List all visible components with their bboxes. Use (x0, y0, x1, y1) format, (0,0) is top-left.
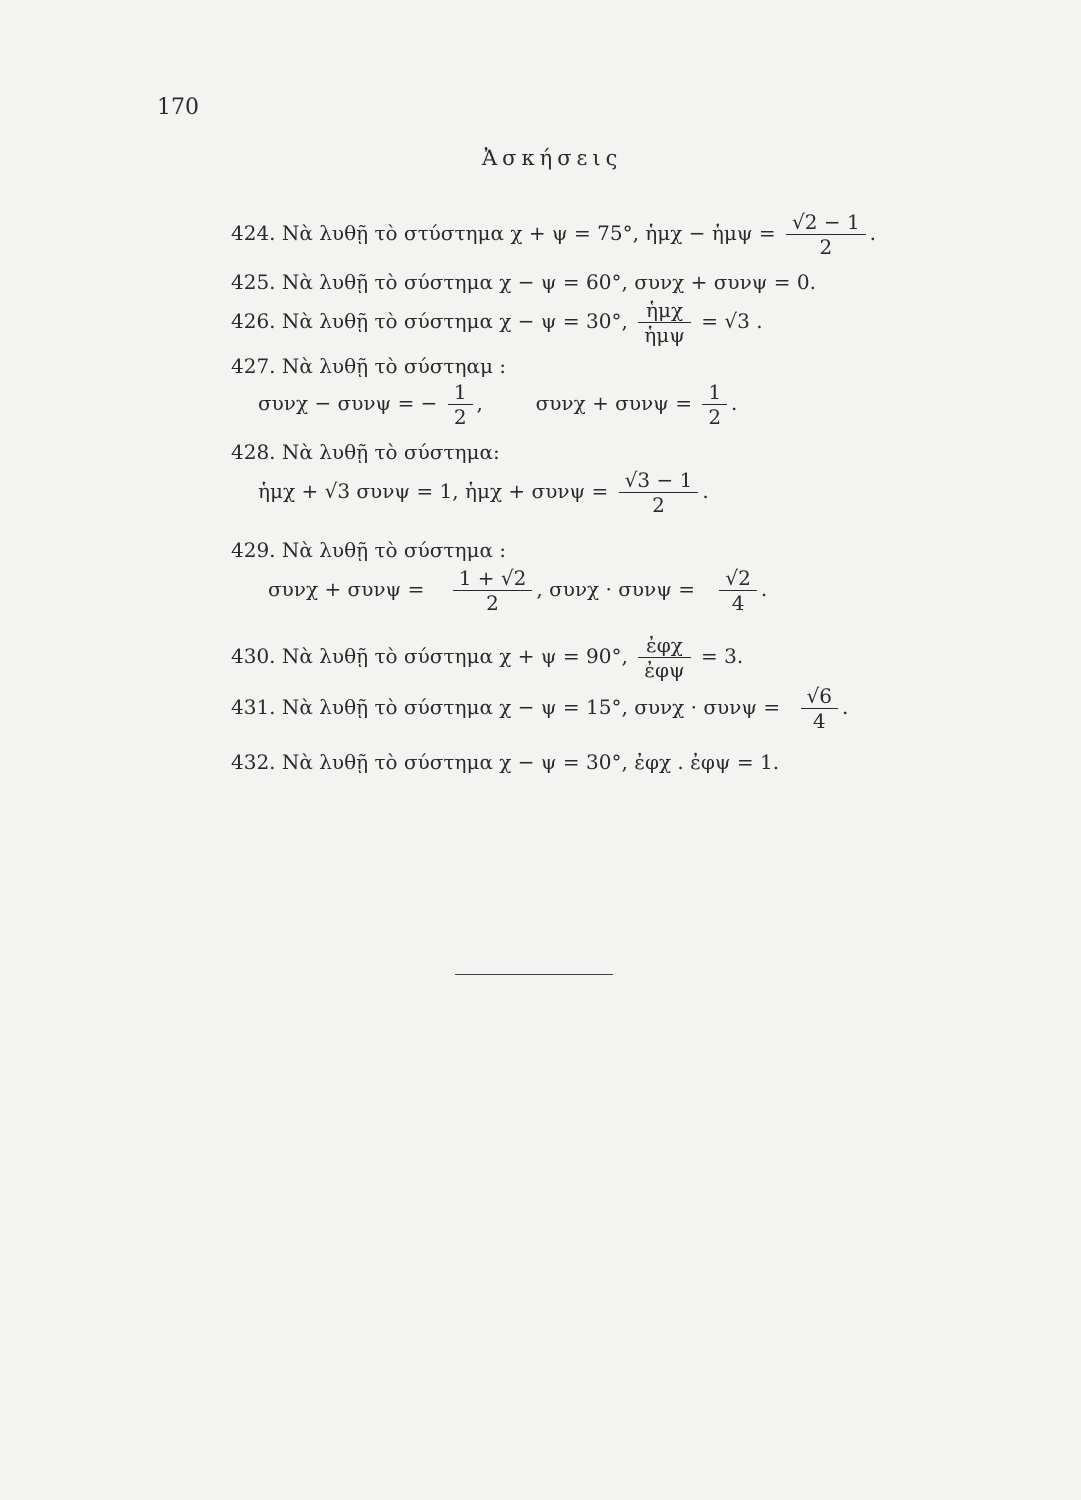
exercise-430 (231, 633, 743, 682)
section-heading: Ἀσκήσεις (482, 146, 623, 170)
exercise-431-tail: . (841, 695, 849, 719)
exercise-430-fraction (638, 633, 690, 682)
exercise-426 (231, 298, 763, 347)
fraction-denominator: 2 (708, 405, 722, 429)
equation-b-fraction (719, 566, 756, 615)
exercise-426-text: 426. Νὰ λυθῇ τὸ σύστημα χ − ψ = 30°, (231, 309, 628, 333)
fraction-denominator: 2 (453, 405, 467, 429)
fraction-denominator: ἐφψ (644, 658, 685, 682)
fraction-numerator: √3 − 1 (619, 468, 699, 493)
exercise-424 (231, 210, 876, 259)
exercise-428-equation (258, 468, 709, 517)
exercise-429: 429. Νὰ λυθῇ τὸ σύστημα : (231, 538, 507, 562)
fraction-denominator: ἡμψ (644, 323, 685, 347)
exercise-430-tail: = 3. (701, 644, 744, 668)
exercise-431 (231, 684, 848, 733)
exercise-427-equations (258, 380, 737, 429)
equation-a-fraction (448, 380, 473, 429)
fraction-denominator: 2 (486, 591, 499, 615)
exercise-425: 425. Νὰ λυθῇ τὸ σύστημα χ − ψ = 60°, συνχ + συνψ = 0. (231, 270, 816, 294)
fraction-numerator: 1 (448, 380, 473, 405)
fraction-numerator: 1 + √2 (453, 566, 533, 591)
equation-text: ἡμχ + √3 συνψ = 1, ἡμχ + συνψ = (258, 479, 609, 503)
exercise-429-equations (268, 566, 767, 615)
fraction-denominator: 2 (652, 493, 665, 517)
fraction-denominator: 4 (731, 591, 745, 615)
equation-fraction (619, 468, 699, 517)
equation-a: συνχ − συνψ = − (258, 391, 438, 415)
exercise-427: 427. Νὰ λυθῇ τὸ σύστηαμ : (231, 354, 507, 378)
exercise-432: 432. Νὰ λυθῇ τὸ σύστημα χ − ψ = 30°, ἐφχ . ἐφψ = 1. (231, 750, 780, 774)
exercise-431-text: 431. Νὰ λυθῇ τὸ σύστημα χ − ψ = 15°, συνχ · συνψ = (231, 695, 781, 719)
equation-b: συνχ + συνψ = (535, 391, 692, 415)
exercise-426-fraction (638, 298, 691, 347)
page-number: 170 (157, 95, 199, 120)
equation-b: , συνχ · συνψ = (536, 577, 696, 601)
fraction-numerator: 1 (702, 380, 727, 405)
fraction-numerator: ἡμχ (638, 298, 691, 323)
exercise-431-fraction (801, 684, 838, 733)
exercise-424-fraction (786, 210, 866, 259)
fraction-numerator: ἐφχ (638, 633, 690, 658)
exercise-426-tail: = √3 . (701, 309, 763, 333)
exercise-430-text: 430. Νὰ λυθῇ τὸ σύστημα χ + ψ = 90°, (231, 644, 628, 668)
exercise-424-tail: . (869, 221, 877, 245)
equation-a-fraction (453, 566, 533, 615)
exercise-428: 428. Νὰ λυθῇ τὸ σύστημα: (231, 440, 500, 464)
equation-b-tail: . (731, 391, 738, 415)
fraction-numerator: √2 (719, 566, 756, 591)
exercise-424-text: 424. Νὰ λυθῇ τὸ στύστημα χ + ψ = 75°, ἡμχ − ἡμψ = (231, 221, 776, 245)
fraction-denominator: 2 (819, 235, 833, 259)
equation-b-tail: . (760, 577, 768, 601)
fraction-numerator: √2 − 1 (786, 210, 866, 235)
section-divider (455, 974, 613, 975)
equation-tail: . (702, 479, 709, 503)
fraction-numerator: √6 (801, 684, 838, 709)
equation-a: συνχ + συνψ = (268, 577, 425, 601)
fraction-denominator: 4 (812, 709, 826, 733)
equation-b-fraction (702, 380, 727, 429)
equation-a-tail: , (476, 391, 483, 415)
